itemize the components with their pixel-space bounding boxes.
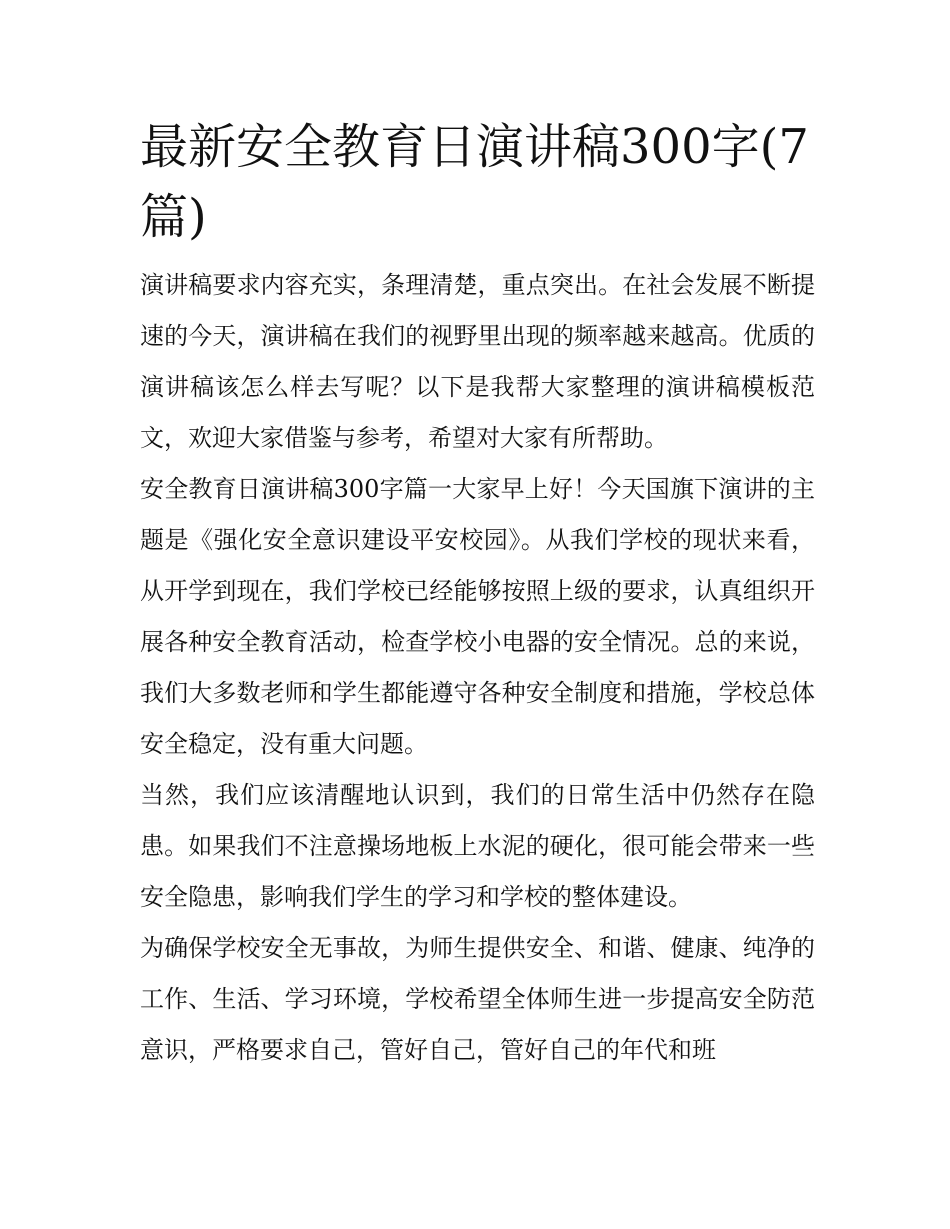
document-title: 最新安全教育日演讲稿300字(7篇) <box>140 119 809 245</box>
paragraph-safety-measures: 为确保学校安全无事故，为师生提供安全、和谐、健康、纯净的工作、生活、学习环境，学校希望全体师生进一步提高安全防范意识，严格要求自己，管好自己，管好自己的年代和班 <box>140 934 815 1064</box>
document-body <box>140 112 815 1076</box>
paragraph-speech-one: 安全教育日演讲稿300字篇一大家早上好！今天国旗下演讲的主题是《强化安全意识建设平安校园》。从我们学校的现状来看，从开学到现在，我们学校已经能够按照上级的要求，认真组织开展各种安全教育活动，检查学校小电器的安全情况。总的来说，我们大多数老师和学生都能遵守各种安全制度和措施，学校总体安全稳定，没有重大问题。 <box>140 475 815 758</box>
paragraph-hazards: 当然，我们应该清醒地认识到，我们的日常生活中仍然存在隐患。如果我们不注意操场地板上水泥的硬化，很可能会带来一些安全隐患，影响我们学生的学习和学校的整体建设。 <box>140 781 815 911</box>
paragraph-intro: 演讲稿要求内容充实，条理清楚，重点突出。在社会发展不断提速的今天，演讲稿在我们的视野里出现的频率越来越高。优质的演讲稿该怎么样去写呢？以下是我帮大家整理的演讲稿模板范文，欢迎大家借鉴与参考，希望对大家有所帮助。 <box>140 271 815 452</box>
